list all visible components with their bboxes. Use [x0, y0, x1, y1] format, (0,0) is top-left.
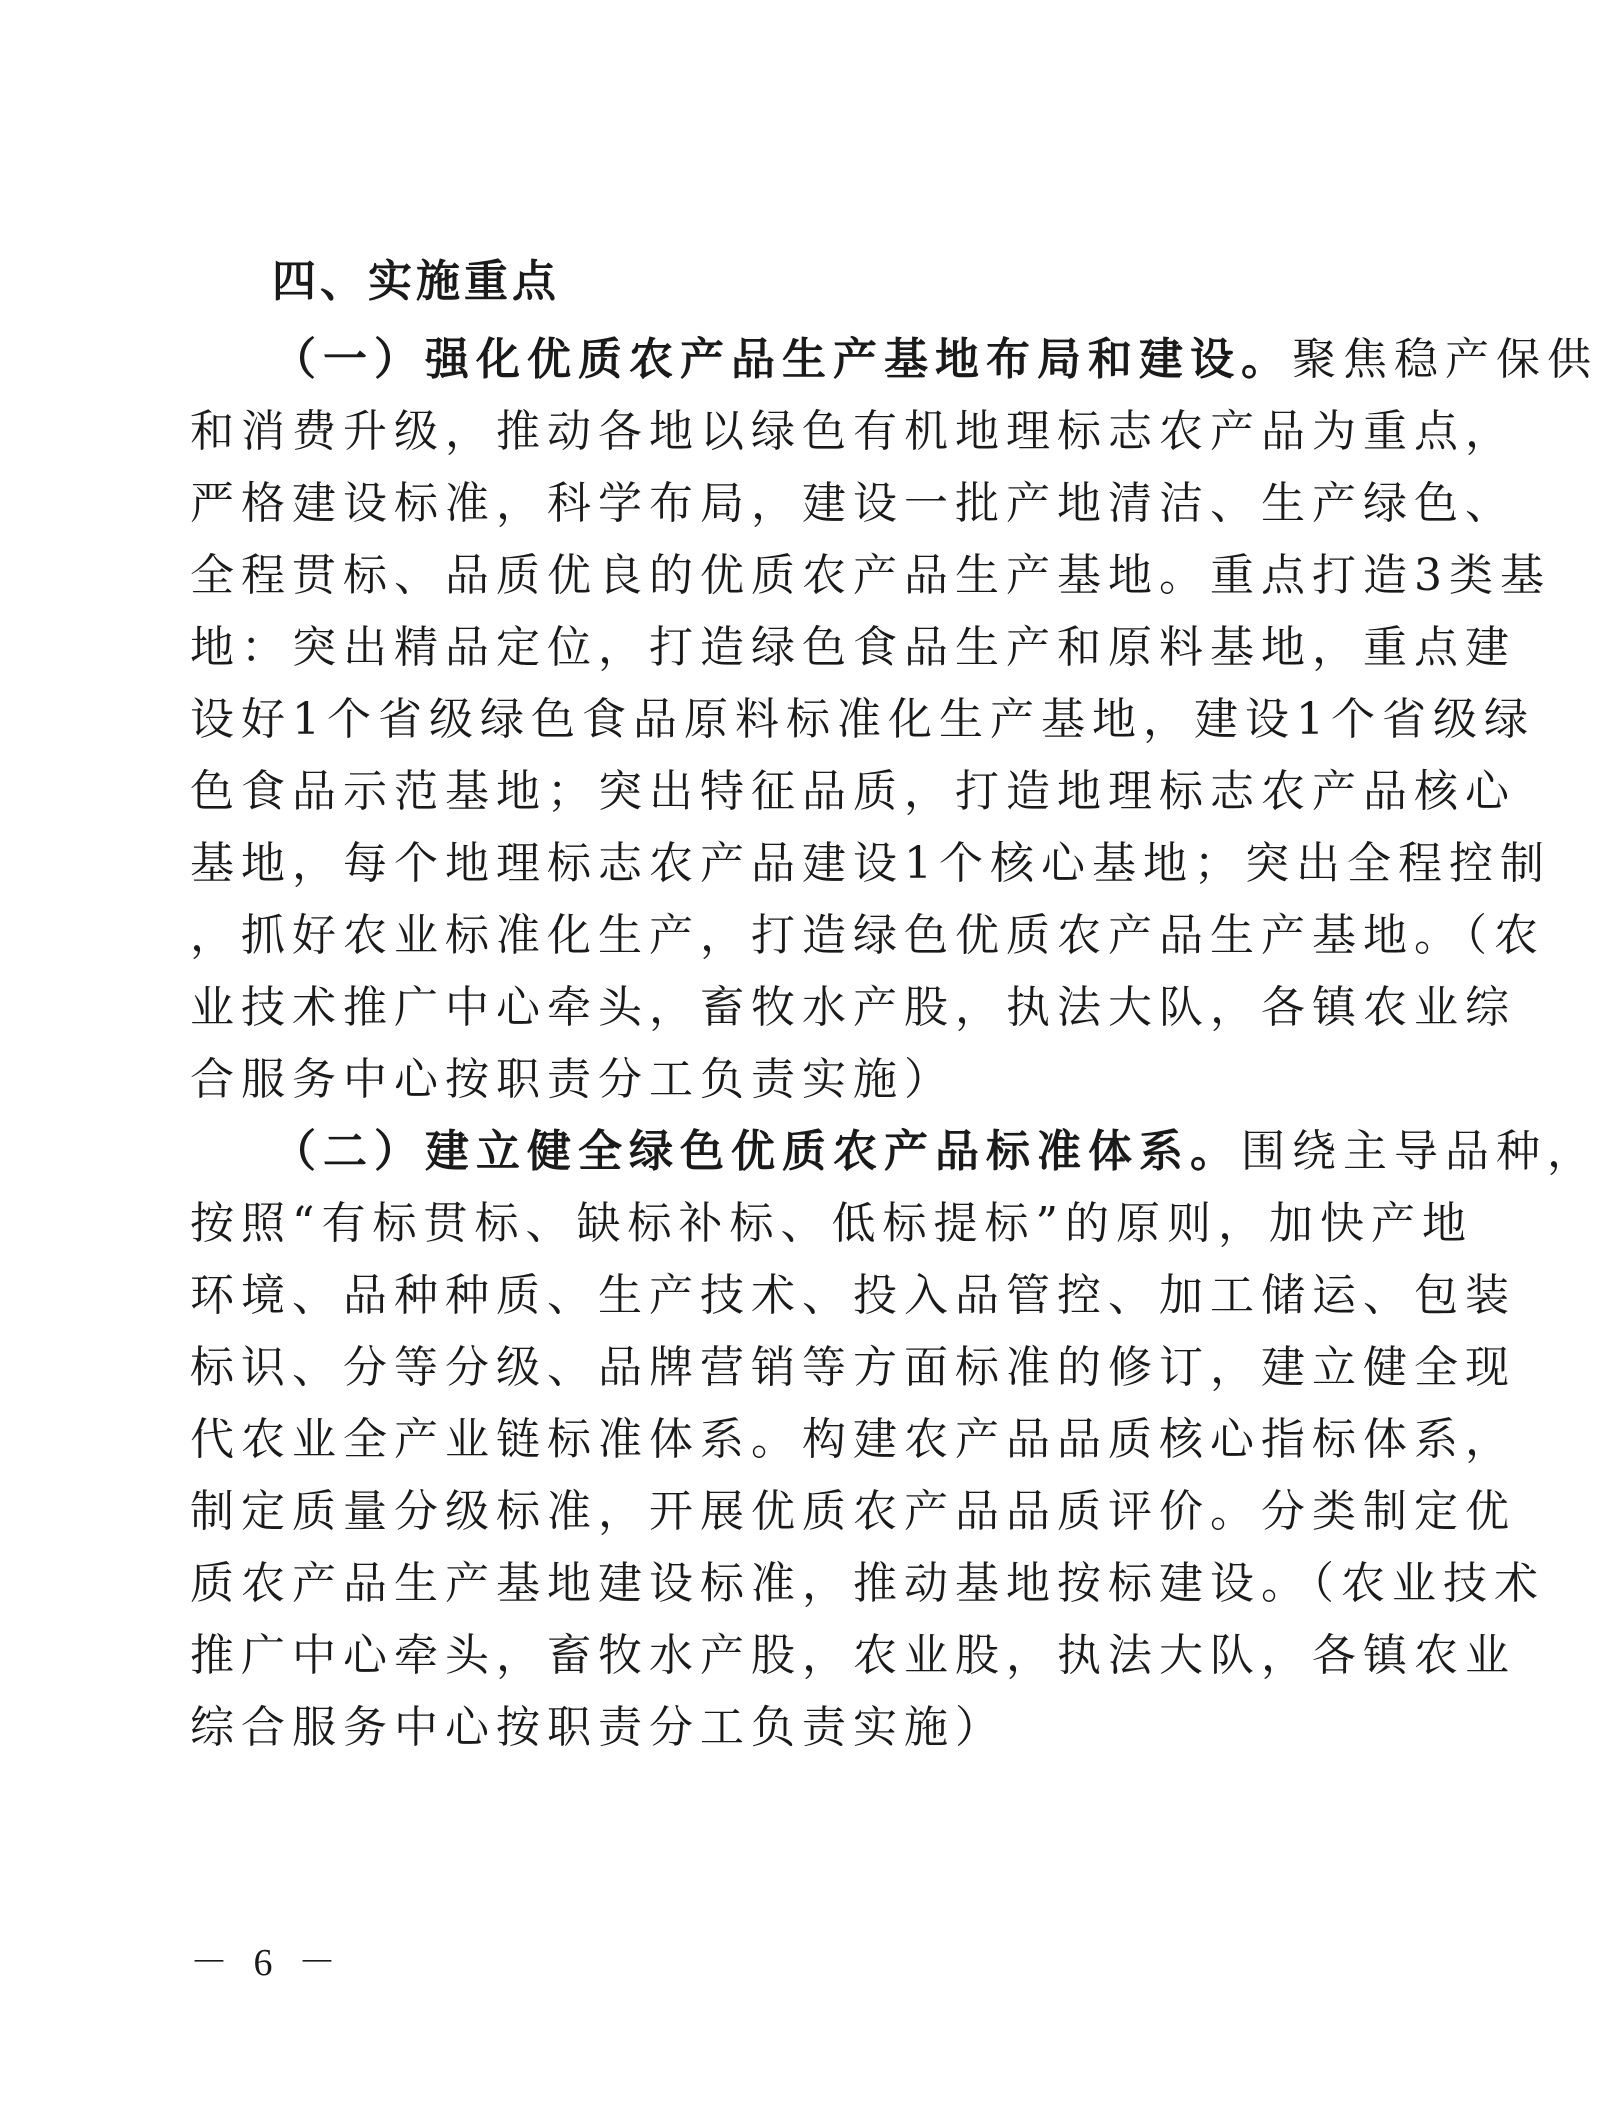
paragraph-1-line-2: 和消费升级，推动各地以绿色有机地理标志农产品为重点， [190, 406, 1516, 457]
paragraph-2-lead-continuation: 围绕主导品种， [1241, 1126, 1598, 1177]
paragraph-2-line-2: 按照“有标贯标、缺标补标、低标提标”的原则，加快产地 [190, 1198, 1473, 1249]
paragraph-2-line-9: 综合服务中心按职责分工负责实施） [190, 1702, 1006, 1753]
paragraph-1-line-3: 严格建设标准，科学布局，建设一批产地清洁、生产绿色、 [190, 478, 1516, 529]
paragraph-1-line-11: 合服务中心按职责分工负责实施） [190, 1054, 955, 1105]
paragraph-1-line-8: 基地，每个地理标志农产品建设1个核心基地；突出全程控制 [190, 838, 1551, 889]
paragraph-1-line-10: 业技术推广中心牵头，畜牧水产股，执法大队，各镇农业综 [190, 982, 1516, 1033]
paragraph-1-lead-continuation: 聚焦稳产保供 [1292, 334, 1598, 385]
page-number: － 6 － [190, 1942, 345, 1984]
paragraph-2-bold-lead: （二）建立健全绿色优质农产品标准体系。 [272, 1126, 1241, 1177]
paragraph-2-line-1 [272, 1122, 1598, 1182]
paragraph-2-line-6: 制定质量分级标准，开展优质农产品品质评价。分类制定优 [190, 1486, 1516, 1537]
paragraph-1-line-6: 设好1个省级绿色食品原料标准化生产基地，建设1个省级绿 [190, 694, 1535, 745]
paragraph-1-bold-lead: （一）强化优质农产品生产基地布局和建设。 [272, 334, 1292, 385]
paragraph-1-line-1 [272, 330, 1598, 390]
paragraph-2-line-7: 质农产品生产基地建设标准，推动基地按标建设。（农业技术 [190, 1558, 1545, 1609]
paragraph-2-line-5: 代农业全产业链标准体系。构建农产品品质核心指标体系， [190, 1414, 1516, 1465]
paragraph-1-line-4: 全程贯标、品质优良的优质农产品生产基地。重点打造3类基 [190, 550, 1551, 601]
paragraph-1-line-7: 色食品示范基地；突出特征品质，打造地理标志农产品核心 [190, 766, 1516, 817]
paragraph-2-line-3: 环境、品种种质、生产技术、投入品管控、加工储运、包装 [190, 1270, 1516, 1321]
section-heading: 四、实施重点 [272, 256, 560, 307]
paragraph-2-line-4: 标识、分等分级、品牌营销等方面标准的修订，建立健全现 [190, 1342, 1516, 1393]
paragraph-1-line-9: ，抓好农业标准化生产，打造绿色优质农产品生产基地。（农 [190, 910, 1545, 961]
paragraph-2-line-8: 推广中心牵头，畜牧水产股，农业股，执法大队，各镇农业 [190, 1630, 1516, 1681]
paragraph-1-line-5: 地：突出精品定位，打造绿色食品生产和原料基地，重点建 [190, 622, 1516, 673]
